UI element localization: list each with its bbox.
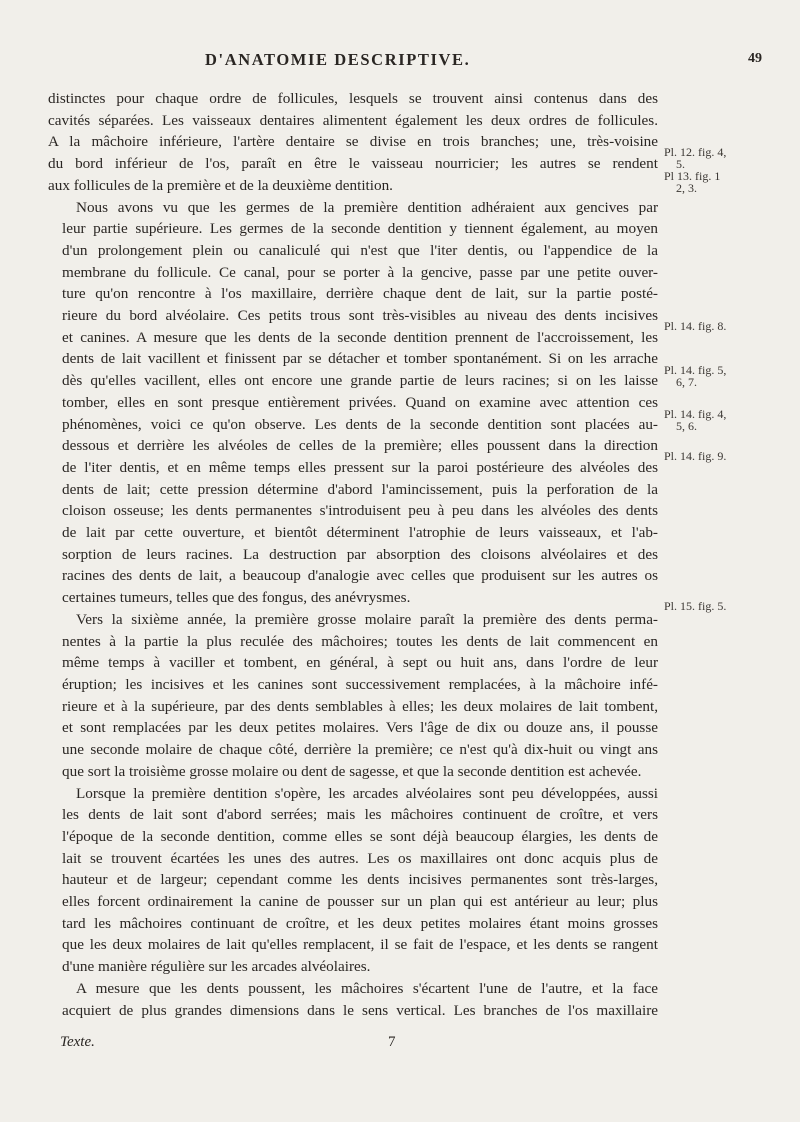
margin-note-ref: Pl. 14. fig. 9.: [664, 449, 727, 463]
margin-note: [664, 450, 794, 462]
text-line: et canines. A mesure que les dents de la seconde dentition prennent de l'accroissement, les: [62, 328, 658, 346]
margin-note-ref: Pl. 14. fig. 8.: [664, 319, 727, 333]
margin-note-ref: Pl. 14. fig. 4,: [664, 407, 727, 421]
text-line: tard les mâchoires continuant de croître, et les deux petites molaires étant moins grosses: [62, 914, 658, 932]
text-line: certaines tumeurs, telles que des fongus, des anévrysmes.: [62, 589, 411, 607]
text-line: racines des dents de lait, a beaucoup d'analogie avec celles que produisent sur les autres os: [62, 567, 658, 585]
signature-mark: Texte.: [60, 1034, 95, 1050]
text-line: l'époque de la seconde dentition, comme elles se sont déjà beaucoup élargies, les dents de: [62, 827, 658, 845]
paragraph: [48, 88, 658, 197]
margin-note-ref-cont: 6, 7.: [676, 375, 697, 389]
text-line: A la mâchoire inférieure, l'artère dentaire se divise en trois branches; une, très-voisine: [48, 133, 658, 151]
text-line: cavités séparées. Les vaisseaux dentaires alimentent également les deux ordres de follicules.: [48, 111, 658, 129]
paragraph: [48, 978, 658, 1021]
margin-note-ref: Pl 13. fig. 1: [664, 169, 721, 183]
text-line: Nous avons vu que les germes de la première dentition adhéraient aux gencives par: [76, 198, 658, 216]
margin-note-ref: Pl. 14. fig. 5,: [664, 363, 727, 377]
text-line: rieure du bord alvéolaire. Ces petits trous sont très-visibles au niveau des dents incisives: [62, 307, 658, 325]
text-line: de lait par cette ouverture, et bientôt déterminent l'atrophie de leurs vaisseaux, et l'ab-: [62, 524, 658, 542]
text-line: lait se trouvent écartées les unes des autres. Les os maxillaires ont donc acquis plus de: [62, 849, 658, 867]
margin-note-ref: Pl. 12. fig. 4,: [664, 145, 727, 159]
text-line: Vers la sixième année, la première grosse molaire paraît la première des dents perma-: [76, 610, 658, 628]
text-line: dès qu'elles vacillent, elles ont encore une grande partie de leurs racines; si on les laisse: [62, 372, 658, 390]
text-line: de l'iter dentis, et en même temps elles pressent sur la paroi postérieure des alvéoles des: [62, 458, 658, 476]
text-line: que les deux molaires de lait qu'elles remplacent, il se fait de l'espace, et les dents se rangent: [62, 936, 658, 954]
text-line: hauteur et de largeur; cependant comme les dents incisives permanentes sont très-larges,: [62, 871, 658, 889]
paragraph: [48, 783, 658, 978]
text-line: A mesure que les dents poussent, les mâchoires s'écartent l'une de l'autre, et la face: [76, 979, 658, 997]
text-line: membrane du follicule. Ce canal, pour se porter à la gencive, passe par une petite ouver-: [62, 263, 658, 281]
running-title: D'ANATOMIE DESCRIPTIVE.: [205, 50, 471, 69]
text-line: éruption; les incisives et les canines sont successivement remplacées, à la mâchoire infé-: [62, 675, 658, 693]
text-line: cloison osseuse; les dents permanentes s'introduisent peu à peu dans les alvéoles des dents: [62, 502, 658, 520]
margin-note: [664, 146, 794, 170]
body-text: [48, 88, 658, 1021]
text-line: rieure et à la supérieure, par des dents semblables à elles; les deux molaires de lait tombent,: [62, 697, 658, 715]
paragraph: [48, 197, 658, 609]
text-line: tomber, elles en sont presque entièrement privées. Quand on examine avec attention ces: [62, 393, 658, 411]
text-line: ture qu'on rencontre à l'os maxillaire, derrière chaque dent de lait, sur la partie posté-: [62, 285, 658, 303]
text-line: acquiert de plus grandes dimensions dans le sens vertical. Les branches de l'os maxillaire: [62, 1001, 658, 1019]
page-number: 49: [748, 51, 762, 66]
text-line: dents de lait; cette pression détermine d'abord l'amincissement, puis la perforation de la: [62, 480, 658, 498]
text-line: une seconde molaire de chaque côté, derrière la première; ce n'est qu'à dix-huit ou vingt ans: [62, 741, 658, 759]
margin-note-ref-cont: 5.: [676, 157, 685, 171]
margin-note: [664, 170, 794, 194]
text-line: distinctes pour chaque ordre de follicules, lesquels se trouvent ainsi contenus dans des: [48, 90, 658, 107]
running-header: [0, 50, 800, 72]
text-line: dents de lait vacillent et finissent par se détacher et tomber spontanément. Si on les arrache: [62, 350, 658, 368]
text-line: d'une manière régulière sur les arcades alvéolaires.: [62, 958, 371, 976]
margin-note-ref-cont: 5, 6.: [676, 419, 697, 433]
text-line: sorption de leurs racines. La destruction par absorption des cloisons alvéolaires et des: [62, 545, 658, 563]
page-footer: [0, 1034, 800, 1054]
margin-note: [664, 364, 794, 388]
sheet-number: 7: [388, 1034, 396, 1050]
text-line: nentes à la partie la plus reculée des mâchoires; toutes les dents de lait commencent en: [62, 632, 658, 650]
margin-note-ref: Pl. 15. fig. 5.: [664, 599, 727, 613]
text-line: phénomènes, voici ce qu'on observe. Les dents de la seconde dentition sont placées au-: [62, 415, 658, 433]
text-line: que sort la troisième grosse molaire ou dent de sagesse, et que la seconde dentition est achevée.: [62, 762, 642, 780]
text-line: même temps à vaciller et tombent, en général, à sept ou huit ans, dans l'ordre de leur: [62, 654, 658, 672]
text-line: dessous et derrière les alvéoles de celles de la première; elles poussent dans la direction: [62, 437, 658, 455]
margin-note: [664, 408, 794, 432]
margin-note-ref-cont: 2, 3.: [676, 181, 697, 195]
margin-note: [664, 320, 794, 332]
text-line: et sont remplacées par les deux petites molaires. Vers l'âge de dix ou douze ans, il pousse: [62, 719, 658, 737]
text-line: leur partie supérieure. Les germes de la seconde dentition y tiennent également, au moyen: [62, 220, 658, 238]
margin-note: [664, 600, 794, 612]
text-line: aux follicules de la première et de la deuxième dentition.: [48, 176, 393, 194]
text-line: d'un prolongement plein ou canaliculé qui n'est que l'iter dentis, ou l'appendice de la: [62, 241, 658, 259]
text-line: Lorsque la première dentition s'opère, les arcades alvéolaires sont peu développées, aussi: [76, 784, 658, 802]
paragraph: [48, 609, 658, 783]
text-line: les dents de lait sont d'abord serrées; mais les mâchoires continuent de croître, et vers: [62, 806, 658, 824]
text-line: elles forcent ordinairement la canine de pousser sur un plan qui est antérieur au leur; plus: [62, 893, 658, 911]
text-line: du bord inférieur de l'os, paraît en être le vaisseau nourricier; les autres se rendent: [48, 155, 658, 173]
